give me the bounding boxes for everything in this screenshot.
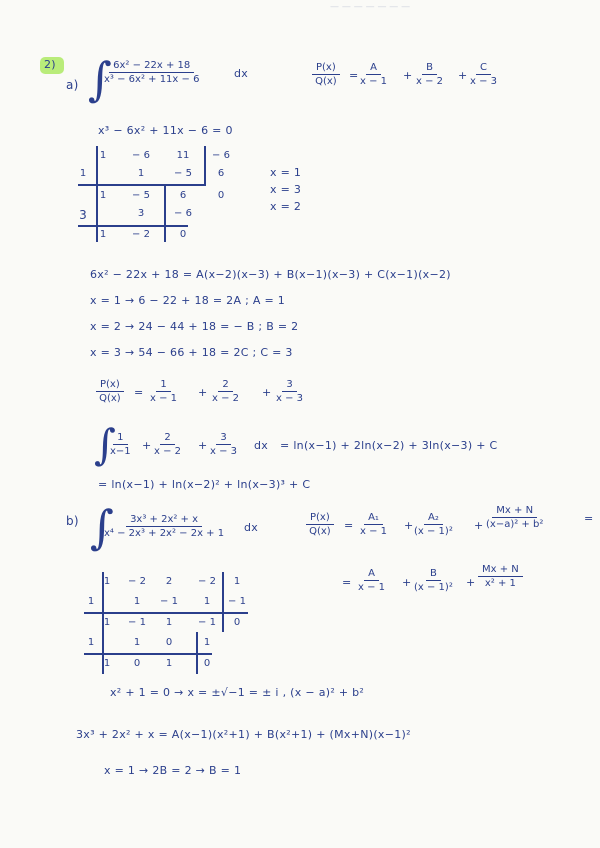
pq-fraction: $\frac{P(x)}{Q(x)}$: [306, 512, 334, 537]
root-value: x = 1: [270, 166, 302, 179]
partial-fraction-b: $\frac{B}{x - 2}$: [416, 62, 444, 87]
integral-sign: ∫: [94, 420, 116, 469]
partial-fraction-a: $\frac{A}{x - 1}$: [358, 568, 386, 593]
integrand-fraction: [104, 60, 199, 85]
integral-term: $\frac{2}{x - 2}$: [154, 432, 182, 457]
integral-sign: ∫: [90, 500, 114, 554]
result-term: $\frac{1}{x - 1}$: [150, 379, 178, 404]
coefficient-identity: 6x² − 22x + 18 = A(x−2)(x−3) + B(x−1)(x−3) + C(x−1)(x−2): [90, 268, 451, 281]
bleed-through-text: — — — — — — —: [330, 2, 411, 12]
result-term: $\frac{2}{x - 2}$: [212, 379, 240, 404]
partial-fraction-c: $\frac{C}{x - 3}$: [470, 62, 498, 87]
partial-fraction-a: $\frac{A}{x - 1}$: [360, 62, 388, 87]
horner-root: 1: [79, 168, 87, 179]
final-answer: = ln(x−1) + ln(x−2)² + ln(x−3)³ + C: [98, 478, 311, 491]
pq-fraction-result: $\frac{P(x)}{Q(x)}$: [96, 379, 124, 404]
integrand-fraction: $\frac{\text{3x³ + 2x² + x}}{\text{x⁴ − 2x³ + 2x² − 2x + 1}}$: [104, 514, 225, 539]
pq-fraction: $\frac{P(x)}{Q(x)}$: [312, 62, 340, 87]
integral-term: $\frac{3}{x - 3}$: [210, 432, 238, 457]
dx-label: dx: [244, 521, 259, 534]
integrand-denominator: x³ − 6x² + 11x − 6: [104, 74, 200, 85]
partial-fraction-a1: $\frac{\text{A₁}}{x - 1}$: [360, 512, 388, 537]
substitution-line: x = 1 → 6 − 22 + 18 = 2A ; A = 1: [90, 294, 286, 307]
substitution-line: x = 3 → 54 − 66 + 18 = 2C ; C = 3: [90, 346, 293, 359]
partial-fraction-mxn: $\frac{Mx + N}{\text{(x−a)² + b²}}$: [486, 505, 544, 530]
part-a-label: a): [66, 78, 79, 92]
dx-label: dx: [234, 67, 249, 80]
substitution-line: x = 2 → 24 − 44 + 18 = − B ; B = 2: [90, 320, 299, 333]
horner-root: 1: [87, 596, 95, 607]
cubic-equation: x³ − 6x² + 11x − 6 = 0: [98, 124, 233, 137]
integral-result: = ln(x−1) + 2ln(x−2) + 3ln(x−3) + C: [280, 439, 498, 452]
partial-fraction-mxn: $\frac{Mx + N}{\text{x² + 1}}$: [478, 564, 523, 589]
horner-root: 3: [79, 208, 87, 222]
integrand-numerator: 6x² − 22x + 18: [109, 60, 194, 73]
notebook-page: — — — — — — — 2) a) ∫ $\frac{\text{6x² − 22x + 18}}{\text{x³ − 6x² + 11x − 6}}$ dx $\frac{P(x)}{Q(x)}$ = $\frac{A}{x - 1}$ + $\frac{B}{x - 2}$ + $\frac{C}{x - 3}$ x³ − 6x² + 11x − 6 = 0 1 − 6 11 − 6 1 1 − 5 6 1 − 5 6 0 3 3 − 6 1 − 2 0 x = 1 x = 3 x = 2 6x² − 22x + 18 = A(x−2)(x−3) + B(x−1)(x−3) + C(x−1)(x−2) x = 1 → 6 − 22 + 18 = 2A ; A = 1 x = 2 → 24 − 44 + 18 = − B ; B = 2 x = 3 → 54 − 66 + 18 = 2C ; C = 3 $\frac{P(x)}{Q(x)}$ = $\frac{1}{x - 1}$ + $\frac{2}{x - 2}$ + $\frac{3}{x - 3}$ ∫ $\frac{1}{x-1}$ + $\frac{2}{x - 2}$ + $\frac{3}{x - 3}$ dx = ln(x−1) + 2ln(x−2) + 3ln(x−3) + C = ln(x−1) + ln(x−2)² + ln(x−3)³ + C b) ∫ $\frac{\text{3x³ + 2x² + x}}{\text{x⁴ − 2x³ + 2x² − 2x + 1}}$ dx $\frac{P(x)}{Q(x)}$ = $\frac{\text{A₁}}{x - 1}$ + $\frac{\text{A₂}}{\text{(x − 1)²}}$ + $\frac{Mx + N}{\text{(x−a)² + b²}}$ = = $\frac{A}{x - 1}$ + $\frac{B}{\text{(x − 1)²}}$ + $\frac{Mx + N}{\text{x² + 1}}$ 1 − 2 2 − 2 1 1 1 − 1 1 − 1 1 − 1 1 − 1 0 1 1 0 1 1 0 1 0 x² + 1 = 0 → x = ±√−1 = ± i , (x − a)² + b² 3x³ + 2x² + x = A(x−1)(x²+1) + B(x²+1) + (Mx+N)(x−1)² x = 1 → 2B = 2 → B = 1: [0, 0, 600, 848]
result-term: $\frac{3}{x - 3}$: [276, 379, 304, 404]
partial-fraction-a2: $\frac{\text{A₂}}{\text{(x − 1)²}}$: [414, 512, 453, 537]
root-value: x = 2: [270, 200, 302, 213]
root-value: x = 3: [270, 183, 302, 196]
coefficient-identity: 3x³ + 2x² + x = A(x−1)(x²+1) + B(x²+1) + (Mx+N)(x−1)²: [76, 728, 411, 741]
substitution-line: x = 1 → 2B = 2 → B = 1: [104, 764, 242, 777]
problem-number: 2): [44, 58, 56, 71]
horner-root: 1: [87, 637, 95, 648]
quadratic-roots: x² + 1 = 0 → x = ±√−1 = ± i , (x − a)² + b²: [110, 686, 365, 699]
integral-sign: ∫: [88, 52, 112, 106]
partial-fraction-b: $\frac{B}{\text{(x − 1)²}}$: [414, 568, 453, 593]
integral-term: $\frac{1}{x-1}$: [110, 432, 131, 457]
part-b-label: b): [66, 514, 79, 528]
